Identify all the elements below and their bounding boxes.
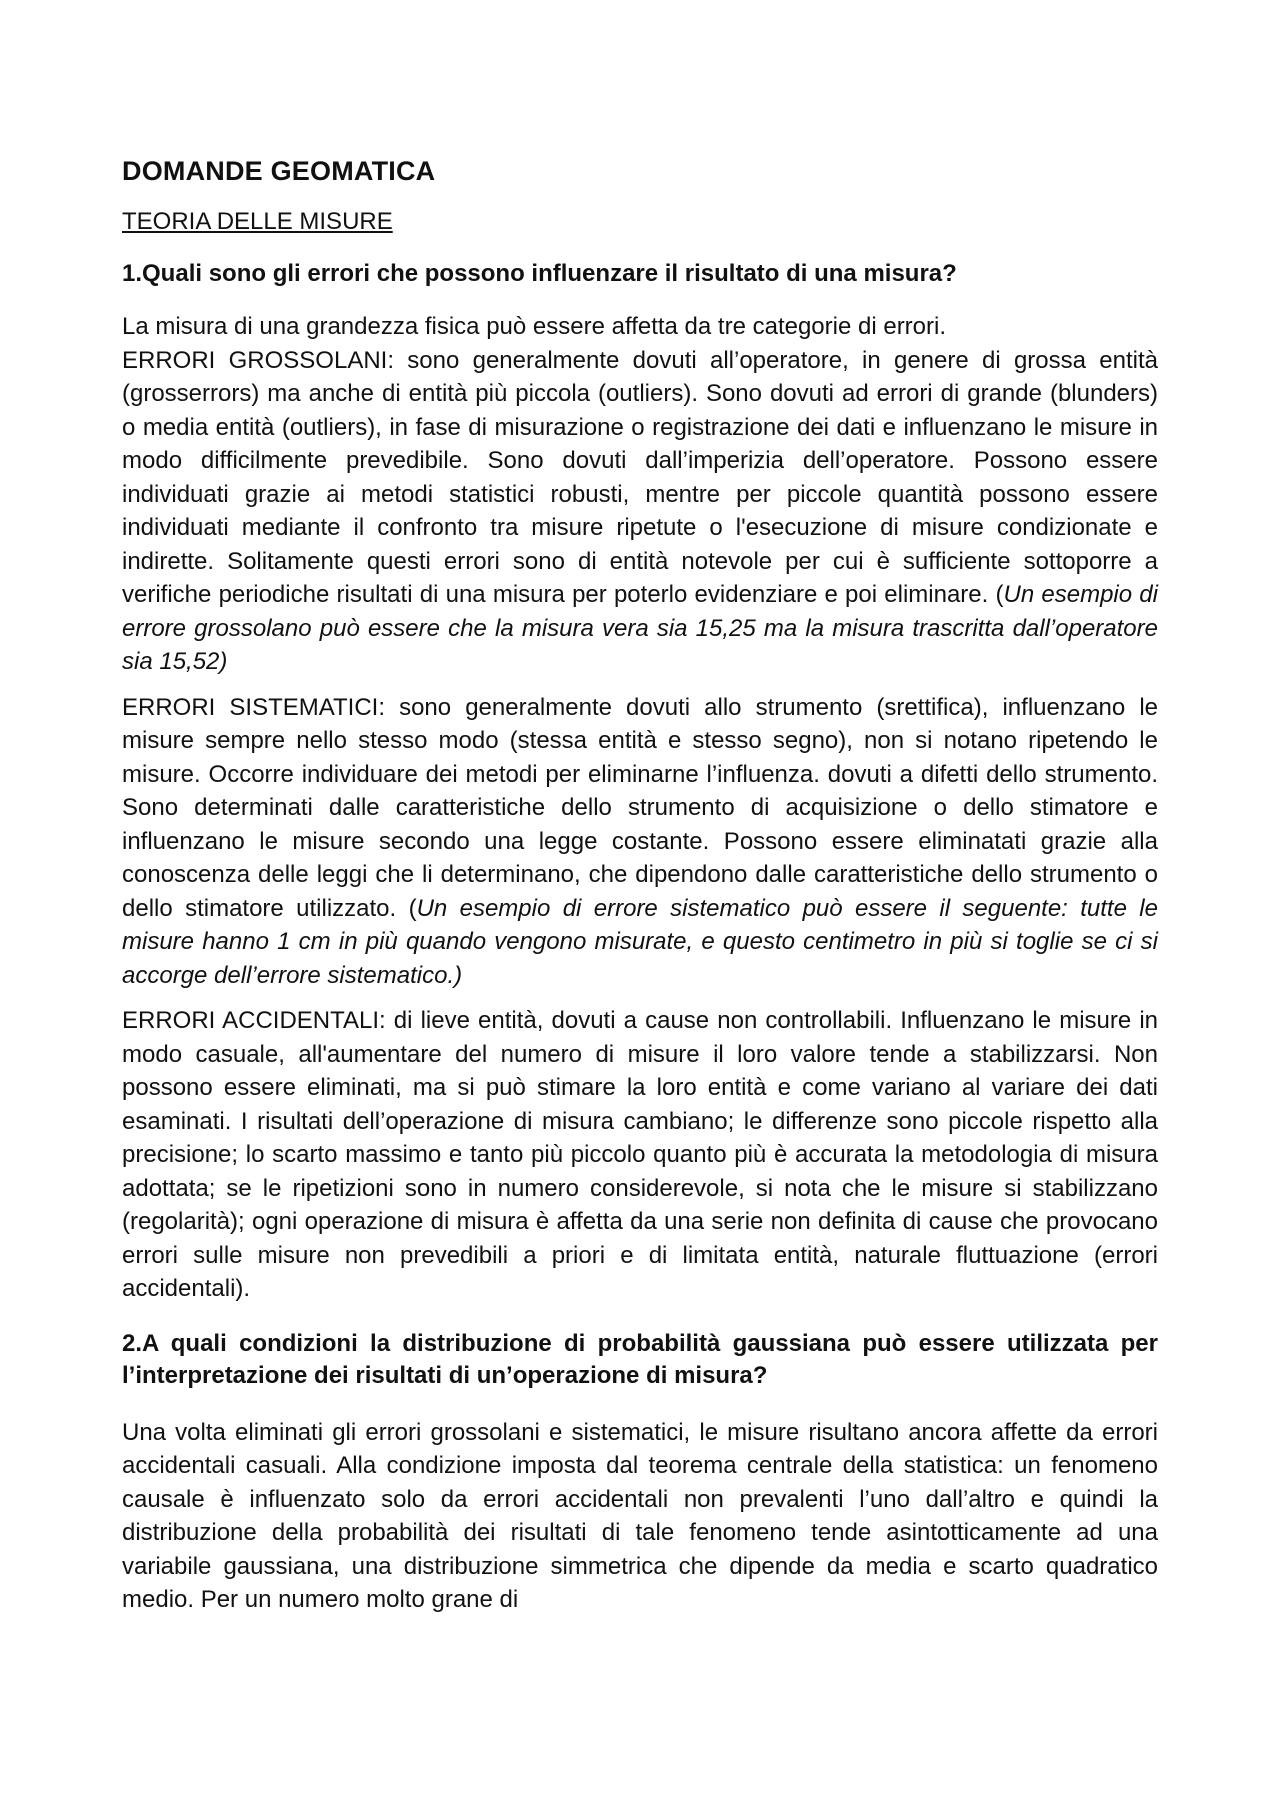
grossolani-example: Un esempio di errore grossolano può essere che la misura vera sia 15,25 ma la misura trascritta dall’operatore sia 15,52) bbox=[122, 581, 1158, 675]
question-2: 2.A quali condizioni la distribuzione di probabilità gaussiana può essere utilizzata per l’interpretazione dei risultati di un’operazione di misura? bbox=[122, 1329, 1158, 1389]
grossolani-text: ERRORI GROSSOLANI: sono generalmente dovuti all’operatore, in genere di grossa entità (grosserrors) ma anche di entità più piccola (outliers). Sono dovuti ad errori di grande (blunders) o media entità (outliers), in fase di misurazione o registrazione dei dati e influenzano le misure in modo difficilmente prevedibile. Sono dovuti dall’imperizia dell’operatore. Possono essere individuati grazie ai metodi statistici robusti, mentre per piccole quantità possono essere individuati mediante il confronto tra misure ripetute o l'esecuzione di misure condizionate e indirette. Solitamente questi errori sono di entità notevole per cui è sufficiente sottoporre a verifiche periodiche risultati di una misura per poterlo evidenziare e poi eliminare. ( bbox=[122, 346, 1158, 608]
section-title: TEORIA DELLE MISURE bbox=[122, 208, 393, 235]
answer-1-accidentali: ERRORI ACCIDENTALI: di lieve entità, dovuti a cause non controllabili. Influenzano le misure in modo casuale, all'aumentare del numero di misure il loro valore tende a stabilizzarsi. Non possono essere eliminati, ma si può stimare la loro entità e come variano al variare dei dati esaminati. I risultati dell’operazione di misura cambiano; le differenze sono piccole rispetto alla precisione; lo scarto massimo e tanto più piccolo quanto più è accurata la metodologia di misura adottata; se le ripetizioni sono in numero considerevole, si nota che le misure si stabilizzano (regolarità); ogni operazione di misura è affetta da una serie non definita di cause che provocano errori sulle misure non prevedibili a priori e di limitata entità, naturale fluttuazione (errori accidentali). bbox=[122, 1007, 1158, 1302]
document-title: DOMANDE GEOMATICA bbox=[122, 156, 436, 186]
answer-2: Una volta eliminati gli errori grossolani e sistematici, le misure risultano ancora affette da errori accidentali casuali. Alla condizione imposta dal teorema centrale della statistica: un fenomeno causale è influenzato solo da errori accidentali non prevalenti l’uno dall’altro e quindi la distribuzione della probabilità dei risultati di tale fenomeno tende asintotticamente ad una variabile gaussiana, una distribuzione simmetrica che dipende da media e scarto quadratico medio. Per un numero molto grane di bbox=[122, 1418, 1158, 1613]
document-page bbox=[122, 150, 1158, 1629]
answer-1-intro: La misura di una grandezza fisica può essere affetta da tre categorie di errori. bbox=[122, 313, 947, 340]
question-1: 1.Quali sono gli errori che possono influenzare il risultato di una misura? bbox=[122, 260, 957, 287]
answer-1-grossolani bbox=[122, 344, 1158, 679]
sistematici-text: ERRORI SISTEMATICI: sono generalmente dovuti allo strumento (srettifica), influenzano le misure sempre nello stesso modo (stessa entità e stesso segno), non si notano ripetendo le misure. Occorre individuare dei metodi per eliminarne l’influenza. dovuti a difetti dello strumento. Sono determinati dalle caratteristiche dello strumento di acquisizione o dello stimatore e influenzano le misure secondo una legge costante. Possono essere eliminatati grazie alla conoscenza delle leggi che li determinano, che dipendono dalle caratteristiche dello strumento o dello stimatore utilizzato. ( bbox=[122, 693, 1158, 922]
answer-1-sistematici bbox=[122, 691, 1158, 993]
sistematici-example: Un esempio di errore sistematico può essere il seguente: tutte le misure hanno 1 cm in più quando vengono misurate, e questo centimetro in più si toglie se ci si accorge dell’errore sistematico.) bbox=[122, 894, 1158, 989]
